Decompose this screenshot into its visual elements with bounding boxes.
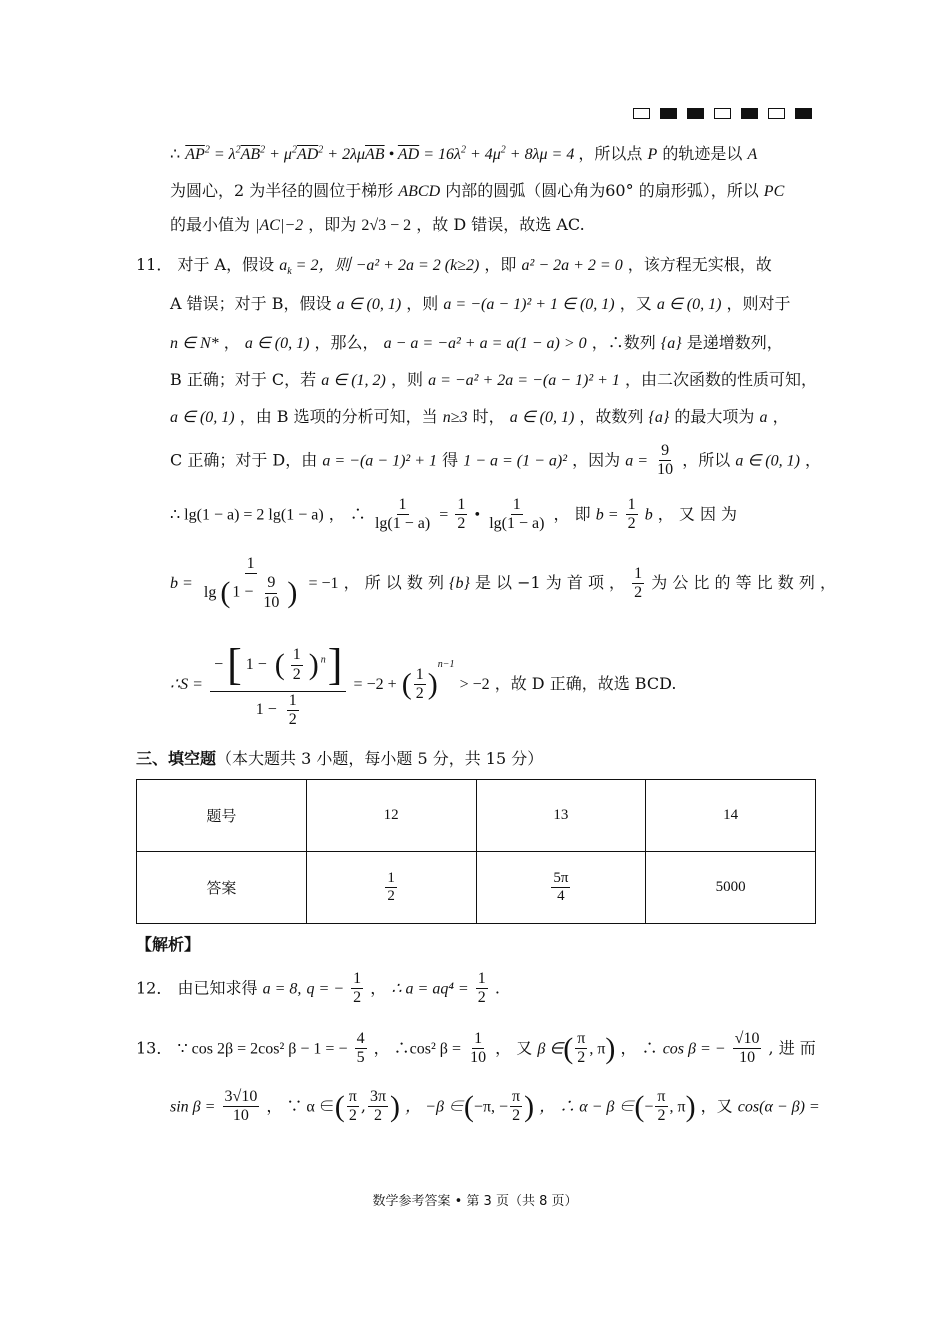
numerator: 4: [355, 1030, 367, 1049]
denominator: 2: [477, 989, 486, 1007]
denominator: 2: [348, 1107, 357, 1125]
fraction: [476, 970, 488, 1008]
table-cell: [306, 852, 476, 924]
paren: ): [287, 576, 298, 610]
paren: (: [634, 1089, 645, 1123]
section-note: （本大题共 3 小题，每小题 5 分，共 15 分）: [216, 749, 544, 768]
text: ， ∴: [328, 504, 366, 524]
fraction: [655, 442, 675, 480]
math-expression: 1 − a = (1 − a)²: [463, 452, 568, 470]
table-cell: 14: [646, 780, 816, 852]
text: ，由 B 选项的分析可知，当: [239, 407, 438, 426]
math-expression: β ∈: [537, 1040, 564, 1058]
numerator: 5π: [551, 870, 570, 888]
text: ，因为: [572, 450, 621, 470]
header-marks: [633, 108, 812, 119]
q10-line-2: [170, 178, 784, 201]
denominator: 5: [356, 1049, 365, 1067]
fraction: [259, 574, 283, 612]
fraction: [655, 1088, 667, 1126]
text: =: [439, 506, 449, 524]
denominator: 10: [232, 1107, 249, 1125]
text: 为 公 比 的 等 比 数 列 ，: [651, 573, 836, 593]
math-expression: q = −: [306, 980, 345, 998]
table-cell: 答案: [137, 852, 307, 924]
answer-table: [136, 779, 816, 924]
denominator: 2: [387, 888, 395, 904]
paren: ): [685, 1089, 696, 1123]
header-mark: [714, 108, 731, 119]
question-number: 13．: [136, 1038, 173, 1058]
q11-line-6: [170, 442, 821, 480]
math-expression: a ∈ (0, 1): [170, 409, 235, 426]
text: ， ∴: [620, 1038, 658, 1058]
paren: ): [427, 667, 438, 701]
text: ，则: [406, 294, 439, 313]
math-expression: ∴ a = aq⁴ =: [391, 980, 469, 998]
denominator: 10: [739, 1049, 756, 1067]
point-label: A: [747, 146, 758, 163]
text: ，: [805, 450, 822, 470]
denominator: 10: [470, 1049, 487, 1067]
text: ，即: [484, 255, 517, 274]
header-mark: [768, 108, 785, 119]
text: 是 以 −1 为 首 项 ，: [474, 573, 626, 593]
denominator: 2: [288, 710, 297, 728]
header-mark: [741, 108, 758, 119]
math-expression: a =: [625, 452, 649, 470]
text: 是递增数列，: [686, 333, 783, 352]
segment-label: PC: [763, 183, 785, 200]
math-expression: −: [644, 1098, 654, 1116]
paren: (: [334, 1089, 345, 1123]
paren: ]: [327, 640, 343, 689]
math-expression: a ∈ (0, 1): [244, 335, 310, 352]
denominator: 2: [415, 685, 424, 703]
paren: ): [390, 1089, 401, 1123]
math-expression: {a}: [660, 335, 682, 352]
fraction: [575, 1030, 587, 1068]
text: ，所以: [682, 450, 731, 470]
numerator: 9: [265, 574, 277, 593]
therefore-symbol: ∴: [170, 144, 181, 163]
paren: ): [308, 648, 319, 682]
math-expression: ∴S =: [170, 676, 203, 694]
paren: (: [563, 1031, 574, 1065]
math-expression: a ∈ (0, 1): [509, 409, 575, 426]
text: 的最大项为: [674, 407, 755, 426]
q13-line-1: [136, 1030, 816, 1068]
math-expression: a ∈ (0, 1): [656, 296, 722, 313]
text: ， 即: [553, 504, 591, 524]
numerator: 1: [245, 555, 257, 574]
text: 的轨迹是以: [662, 144, 743, 163]
q11-line-3: [170, 330, 783, 353]
denominator: lg(1 − a): [374, 515, 431, 533]
fraction: [733, 1030, 762, 1068]
math-expression: a ∈ (1, 2): [321, 372, 386, 389]
text: ，故 D 错误，故选 AC.: [416, 215, 585, 234]
fraction: [355, 1030, 367, 1068]
math-expression: ， ∵ α ∈: [266, 1098, 335, 1116]
text: .: [494, 978, 500, 998]
text: A 错误；对于 B，假设: [170, 294, 332, 313]
numerator: [210, 640, 346, 692]
numerator: π: [655, 1088, 667, 1107]
fraction: [510, 1088, 522, 1126]
math-expression: , π: [669, 1098, 686, 1116]
numerator: 1: [291, 646, 303, 665]
math-expression: a − a = −a² + a = a(1 − a) > 0: [383, 335, 587, 352]
text: ，那么，: [314, 333, 379, 352]
denominator: 2: [512, 1107, 521, 1125]
text: 得: [442, 450, 459, 470]
text: •: [474, 506, 481, 524]
math-expression: b =: [595, 506, 619, 524]
q11-line-5: [170, 404, 789, 427]
numerator: 1: [472, 1030, 484, 1049]
math-expression: n≥3: [442, 409, 468, 426]
math-expression: , π: [589, 1040, 606, 1058]
q11-line-4: [170, 367, 817, 390]
header-mark: [660, 108, 677, 119]
math-expression: a: [759, 409, 768, 426]
math-expression: ， −β ∈: [405, 1098, 464, 1116]
denominator: 2: [634, 584, 643, 602]
paren: (: [274, 648, 285, 682]
math-expression: a² − 2a + 2 = 0: [521, 257, 623, 274]
section-heading: [136, 746, 543, 769]
fraction: [455, 496, 467, 534]
table-cell: [476, 852, 646, 924]
text: ，: [370, 978, 387, 998]
math-expression: ∵ cos 2β = 2cos² β − 1 = −: [177, 1040, 348, 1058]
numerator: 1: [632, 565, 644, 584]
text: 对于 A，假设: [177, 255, 275, 274]
text: ，: [223, 333, 240, 352]
text: ， 又: [495, 1038, 533, 1058]
text: 内部的圆弧（圆心角为60° 的扇形弧），所以: [445, 181, 759, 200]
question-number: 12．: [136, 978, 173, 998]
paren: ): [605, 1031, 616, 1065]
text: ，该方程无实根，故: [627, 255, 772, 274]
q11-line-8: [170, 555, 836, 612]
denominator: [252, 692, 305, 730]
text: a: [279, 257, 288, 274]
text: B 正确；对于 C，若: [170, 370, 317, 389]
table-cell: 12: [306, 780, 476, 852]
numerator: 9: [659, 442, 671, 461]
paren: (: [220, 576, 231, 610]
q13-line-2: sin β = $\frac{3√10}{10}$ ， ∵ α ∈( $\frac{\pi}{2}$ , $\frac{3\pi}{2}$ ) ， −β ∈(−π, − $\frac{\pi}{2}$ ) ， ∴ α − β ∈(− $\frac{\pi}{2}$ , π) ，又 cos(α − β) =: [170, 1088, 820, 1125]
text: ，则: [390, 370, 423, 389]
denominator: 4: [557, 888, 565, 904]
numerator: π: [347, 1088, 359, 1107]
paren: [: [227, 640, 242, 689]
math-expression: a = −(a − 1)² + 1: [322, 452, 437, 470]
text: ， 所 以 数 列: [343, 573, 444, 593]
math-expression: a = −a² + 2a = −(a − 1)² + 1: [428, 372, 620, 389]
text: ，则对于: [726, 294, 791, 313]
text: C 正确；对于 D，由: [170, 450, 318, 470]
numerator: 1: [476, 970, 488, 989]
text: = 2，则: [291, 257, 351, 274]
numerator: 1: [287, 692, 299, 711]
fraction: [468, 1030, 488, 1068]
denominator: 2: [353, 989, 362, 1007]
numerator: 1: [511, 496, 523, 515]
denominator: 2: [577, 1049, 586, 1067]
math-expression: ， ∴cos² β =: [373, 1040, 461, 1058]
denominator: 2: [374, 1107, 382, 1125]
denominator: 2: [627, 515, 636, 533]
fraction: [347, 1088, 359, 1126]
math-expression: n ∈ N*: [170, 335, 219, 352]
table-cell: 题号: [137, 780, 307, 852]
table-cell: 13: [476, 780, 646, 852]
fraction: [414, 666, 426, 704]
math-expression: cos(α − β) =: [737, 1098, 820, 1116]
q11-line-1: [136, 252, 772, 277]
text: ，故数列: [579, 407, 644, 426]
text: lg: [203, 583, 217, 601]
math-expression: |AC|−2: [255, 217, 304, 234]
math-expression: −a² + 2a = 2 (k≥2): [355, 257, 480, 274]
q11-line-7: [170, 496, 737, 534]
denominator: 2: [292, 665, 301, 683]
shape-label: ABCD: [398, 183, 441, 200]
math-expression: −π, −: [473, 1098, 509, 1116]
math-expression: a ∈ (0, 1): [336, 296, 402, 313]
exponent: n−1: [437, 659, 455, 671]
text: 由已知求得: [177, 978, 258, 998]
math-expression: ， ∴ α − β ∈: [539, 1098, 635, 1116]
math-expression: ∴ lg(1 − a) = 2 lg(1 − a): [170, 506, 324, 524]
denominator: 10: [657, 461, 674, 479]
text: , 进 而: [768, 1038, 816, 1058]
text: 时，: [472, 407, 505, 426]
math-expression: = −1: [308, 575, 339, 593]
fraction: [385, 870, 397, 906]
question-number: 11．: [136, 255, 173, 274]
text: ，由二次函数的性质可知，: [625, 370, 818, 389]
header-mark: [633, 108, 650, 119]
fraction: [632, 565, 644, 603]
math-expression: $a_k = 2$，则: [279, 257, 351, 278]
fraction: [289, 646, 305, 684]
numerator: 1: [455, 496, 467, 515]
text: ，∴数列: [591, 333, 656, 352]
math-expression: b =: [170, 575, 193, 593]
math-expression: > −2: [459, 676, 490, 694]
denominator: lg(1 − a): [489, 515, 545, 533]
paren: (: [463, 1089, 474, 1123]
analysis-heading: [136, 932, 200, 955]
numerator: 1: [351, 970, 363, 989]
text: ， 又 因 为: [657, 504, 738, 524]
denominator: 2: [657, 1107, 666, 1125]
denominator: 10: [263, 593, 280, 611]
table-cell: 5000: [646, 852, 816, 924]
q11-line-2: [170, 291, 791, 314]
text: ，故 D 正确，故选 BCD.: [494, 674, 677, 694]
math-expression: {a}: [648, 409, 670, 426]
table-row: [137, 780, 816, 852]
math-expression: a = 8,: [262, 980, 302, 998]
numerator: π: [510, 1088, 522, 1107]
text: ，又: [619, 294, 652, 313]
q11-line-9: [170, 640, 676, 729]
fraction: [626, 496, 638, 534]
denominator: lg ( 1 − $\frac{9}{10}$ ): [203, 574, 298, 611]
fraction: [373, 496, 432, 534]
text: ，所以点: [578, 144, 643, 163]
analysis-title: 【解析】: [136, 935, 201, 954]
math-expression: cos β = −: [662, 1040, 726, 1058]
fraction: [368, 1088, 388, 1126]
text: ，: [772, 407, 789, 426]
denominator: 2: [457, 515, 466, 533]
numerator: 1: [414, 666, 426, 685]
fraction: [551, 870, 570, 906]
table-row: [137, 852, 816, 924]
text: 的最小值为: [170, 215, 251, 234]
section-title: 三、填空题: [136, 749, 217, 768]
text: −: [214, 655, 224, 673]
q12-line: [136, 970, 500, 1008]
paren: (: [401, 667, 412, 701]
text: ，即为: [308, 215, 357, 234]
numerator: π: [575, 1030, 587, 1049]
paren: ): [524, 1089, 535, 1123]
numerator: 3√10: [223, 1088, 260, 1107]
fraction: [487, 496, 546, 534]
numerator: 1: [626, 496, 638, 515]
vector-equation: $\overline{AP}^2 = \lambda^2\overline{AB}^2 + \mu^2\overline{AD}^2 + 2\lambda\mu\overline{AB}$ • $\overline{AD} = 16\lambda^2 + 4\mu^2 + 8\lambda\mu = 4$: [185, 144, 579, 163]
math-expression: a = −(a − 1)² + 1 ∈ (0, 1): [443, 296, 615, 313]
fraction: [351, 970, 363, 1008]
q10-line-1: [170, 141, 757, 164]
math-expression: sin β =: [170, 1098, 216, 1116]
numerator: 3π: [368, 1088, 388, 1107]
math-expression: 2√3 − 2: [361, 217, 412, 234]
text: 1 −: [245, 655, 267, 673]
point-label: P: [647, 146, 658, 163]
fraction: [210, 640, 346, 729]
header-mark: [687, 108, 704, 119]
numerator: 1: [397, 496, 409, 515]
fraction: [285, 692, 301, 730]
page-footer: 数学参考答案 • 第 3 页（共 8 页）: [372, 1194, 578, 1209]
math-expression: b: [644, 506, 653, 524]
fraction: [223, 1088, 260, 1126]
text: ，又: [700, 1096, 733, 1116]
math-expression: = −2 +: [353, 676, 397, 694]
text: 1 −: [255, 701, 277, 719]
text: 为圆心，2 为半径的圆位于梯形: [170, 181, 394, 200]
numerator: 1: [385, 870, 397, 888]
numerator: √10: [733, 1030, 762, 1049]
fraction: [200, 555, 301, 612]
q10-line-3: [170, 212, 585, 235]
exponent: n: [320, 654, 326, 666]
math-expression: {b}: [449, 575, 470, 593]
math-expression: a ∈ (0, 1): [735, 452, 800, 470]
header-mark: [795, 108, 812, 119]
